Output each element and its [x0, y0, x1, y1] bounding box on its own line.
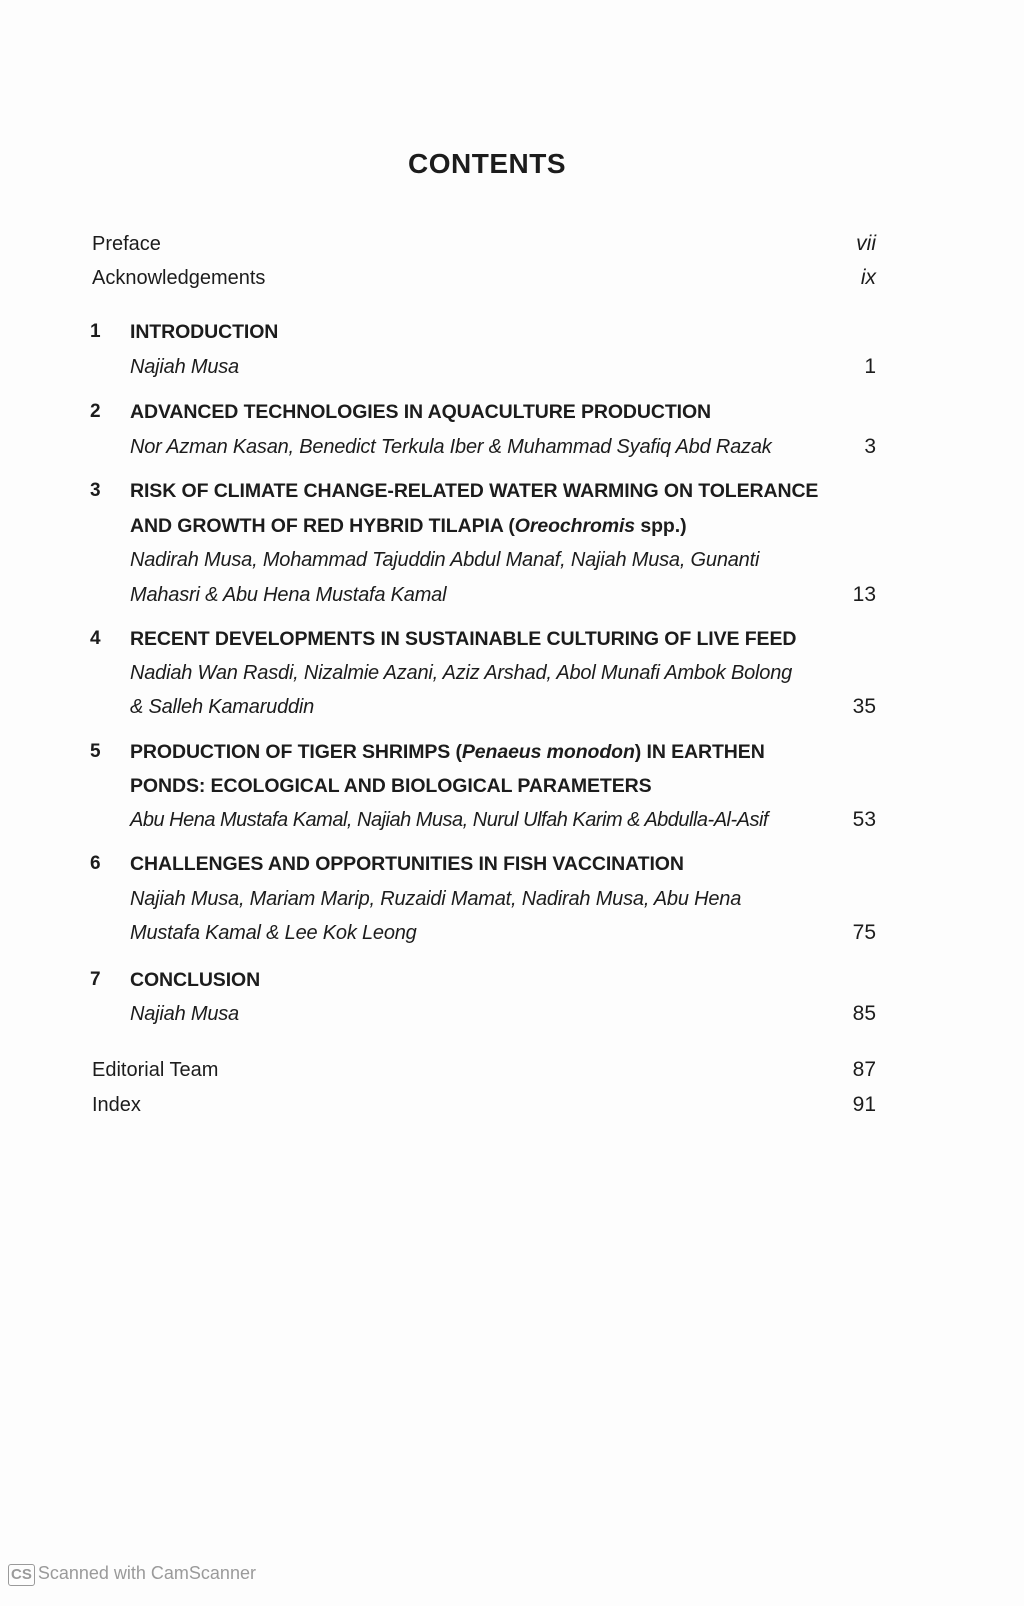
chapter-number: 1	[90, 321, 101, 342]
chapter-page: 53	[852, 808, 876, 831]
chapter-title: RISK OF CLIMATE CHANGE-RELATED WATER WARMING ON TOLERANCE	[130, 480, 819, 502]
entry-page: vii	[856, 232, 876, 255]
chapter-title: PRODUCTION OF TIGER SHRIMPS (Penaeus monodon) IN EARTHEN	[130, 741, 765, 763]
chapter-page: 75	[852, 921, 876, 944]
entry-label: Preface	[92, 233, 161, 255]
entry-label: Acknowledgements	[92, 267, 266, 289]
chapter-title: INTRODUCTION	[130, 321, 279, 343]
chapter-title-continued: AND GROWTH OF RED HYBRID TILAPIA (Oreochromis spp.)	[130, 515, 687, 537]
camscanner-logo-icon: CS	[8, 1564, 35, 1586]
chapter-number: 5	[90, 741, 101, 762]
chapter-number: 7	[90, 969, 101, 990]
chapter-title: CHALLENGES AND OPPORTUNITIES IN FISH VACCINATION	[130, 853, 684, 875]
chapter-title-continued: PONDS: ECOLOGICAL AND BIOLOGICAL PARAMETERS	[130, 775, 652, 797]
chapter-authors-continued: Mahasri & Abu Hena Mustafa Kamal	[130, 584, 447, 606]
entry-page: 87	[852, 1058, 876, 1081]
chapter-authors: Nor Azman Kasan, Benedict Terkula Iber & Muhammad Syafiq Abd Razak	[130, 436, 772, 458]
entry-page: ix	[860, 266, 876, 289]
chapter-authors: Najiah Musa, Mariam Marip, Ruzaidi Mamat, Nadirah Musa, Abu Hena	[130, 888, 742, 910]
chapter-number: 3	[90, 480, 101, 501]
chapter-number: 4	[90, 628, 101, 649]
species-name: Penaeus monodon	[461, 741, 635, 763]
chapter-number: 6	[90, 853, 101, 874]
entry-label: Index	[92, 1094, 141, 1116]
watermark-text: Scanned with CamScanner	[37, 1563, 256, 1583]
chapter-page: 3	[864, 435, 876, 458]
chapter-authors: Najiah Musa	[130, 356, 239, 378]
chapter-title: ADVANCED TECHNOLOGIES IN AQUACULTURE PRODUCTION	[130, 401, 712, 423]
chapter-title: CONCLUSION	[130, 969, 261, 991]
chapter-title: RECENT DEVELOPMENTS IN SUSTAINABLE CULTURING OF LIVE FEED	[130, 628, 797, 650]
entry-label: Editorial Team	[92, 1059, 219, 1081]
chapter-page: 35	[852, 695, 876, 718]
species-name: Oreochromis	[514, 515, 636, 537]
entry-page: 91	[852, 1093, 876, 1116]
chapter-authors-continued: & Salleh Kamaruddin	[130, 696, 315, 718]
chapter-page: 85	[852, 1002, 876, 1025]
chapter-authors: Nadiah Wan Rasdi, Nizalmie Azani, Aziz Arshad, Abol Munafi Ambok Bolong	[130, 662, 793, 684]
chapter-page: 13	[852, 583, 876, 606]
chapter-authors: Abu Hena Mustafa Kamal, Najiah Musa, Nurul Ulfah Karim & Abdulla-Al-Asif	[130, 809, 768, 831]
page-title: CONTENTS	[408, 148, 566, 179]
chapter-authors: Nadirah Musa, Mohammad Tajuddin Abdul Manaf, Najiah Musa, Gunanti	[130, 549, 760, 571]
scanner-watermark	[8, 1563, 256, 1586]
chapter-number: 2	[90, 401, 101, 422]
chapter-authors: Najiah Musa	[130, 1003, 239, 1025]
chapter-authors-continued: Mustafa Kamal & Lee Kok Leong	[130, 922, 417, 944]
chapter-page: 1	[864, 355, 876, 378]
